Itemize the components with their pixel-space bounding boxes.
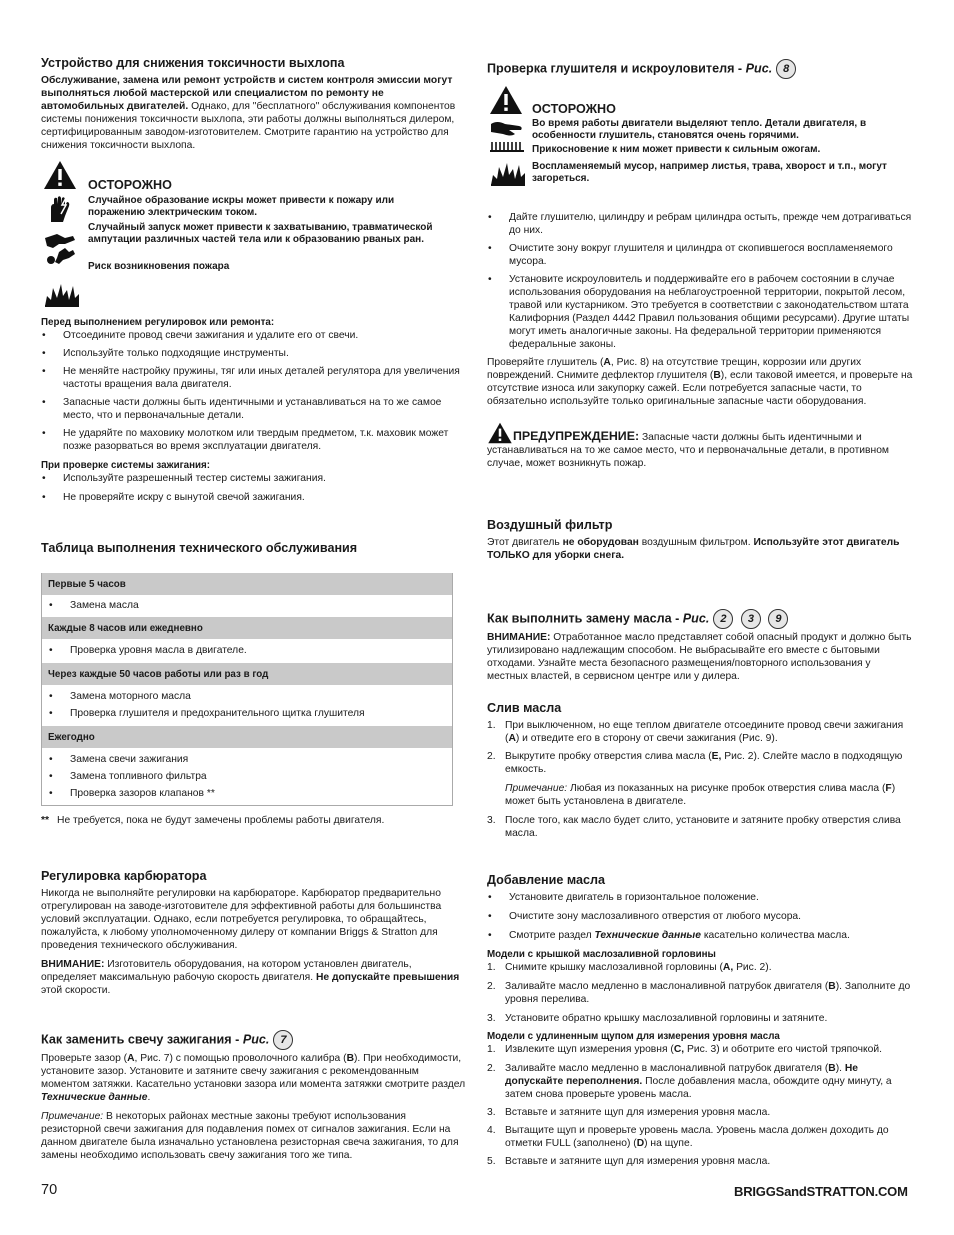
oil-change-section — [487, 609, 914, 683]
table-row — [42, 748, 453, 806]
warning-shock-text: Случайное образование искры может привести к пожару или поражению электрическим током. — [88, 195, 395, 218]
schedule-group-header: Первые 5 часов — [42, 573, 453, 595]
before-adjust-section — [41, 316, 468, 504]
air-filter-title: Воздушный фильтр — [487, 518, 613, 532]
muffler-section — [487, 59, 914, 470]
hot-surface-hand-icon — [489, 118, 525, 138]
list-item: 1. Извлеките щуп измерения уровня (C, Рис. 3) и оботрите его чистой тряпочкой. — [487, 1044, 882, 1055]
list-item: 2. Заливайте масло медленно в маслоналивной патрубок двигателя (B). Не допускайте переполнения. После добавления масла, обождите одну минуту, а затем снова проверьте уровень масла. — [487, 1063, 892, 1100]
list-item: • Не проверяйте искру с вынутой свечой зажигания. — [41, 491, 468, 504]
warning-debris-text: Воспламеняемый мусор, например листья, трава, хворост и т.п., могут загореться. — [532, 161, 887, 184]
dipstick-steps — [487, 1043, 914, 1168]
warning-burn-text: Прикосновение к ним может привести к сильным ожогам. — [532, 144, 821, 155]
brand-footer: BRIGGSandSTRATTON.COM — [734, 1184, 908, 1199]
ignition-check-list — [41, 472, 468, 504]
list-item: • Не ударяйте по маховику молотком или твердым предметом, т.к. маховик может позже разорваться во время эксплуатации двигателя. — [41, 427, 468, 453]
fire-icon — [489, 157, 527, 187]
list-item: 5. Вставьте и затяните щуп для измерения уровня масла. — [487, 1156, 771, 1167]
list-item: • Замена топливного фильтра — [48, 770, 446, 783]
list-item: • Проверка уровня масла в двигателе. — [48, 644, 446, 657]
list-item: • Запасные части должны быть идентичными и устанавливаться на то же самое место, что и первоначальные детали. — [41, 396, 468, 422]
muffler-title: Проверка глушителя и искроуловителя - Рис. 8 — [487, 59, 914, 79]
spark-title: Как заменить свечу зажигания - Рис. 7 — [41, 1030, 468, 1050]
page-number: 70 — [41, 1182, 58, 1198]
table-row — [42, 685, 453, 726]
table-row — [42, 726, 453, 748]
list-item: 3. Установите обратно крышку маслозаливной горловины и затяните. — [487, 1013, 828, 1024]
warning-triangle-icon — [43, 160, 77, 190]
drain-note: Примечание: Любая из показанных на рисунке пробок отверстия слива масла (F) может быть установлена в двигателе. — [505, 783, 896, 807]
schedule-group-header: Каждые 8 часов или ежедневно — [42, 617, 453, 639]
figure-ref-badge: 9 — [768, 609, 788, 629]
emission-text: Обслуживание, замена или ремонт устройств и систем контроля эмиссии могут выполняться любой мастерской или специалистом по ремонту не автомобильных двигателей. Однако, для "бесплатного" обслуживания компонентов системы понижения токсичности выхлопа, эти работы должны выполняться дилером, сертифицированным заводом-изготовителем. Смотрите гарантию на устройство для снижения токсичности выхлопа. — [41, 75, 456, 151]
drain-title: Слив масла — [487, 701, 562, 715]
list-item: • Замена моторного масла — [48, 690, 446, 703]
muffler-text: Проверяйте глушитель (A, Рис. 8) на отсутствие трещин, коррозии или других повреждений. Снимите дефлектор глушителя (B), если таковой имеется, и проверьте на отсутствие износа или закупорку сажей. Если потребуется запасные части, то обязательно используйте только оригинальные запасные части оборудования. — [487, 357, 913, 407]
table-row — [42, 573, 453, 595]
schedule-title: Таблица выполнения технического обслуживания — [41, 541, 358, 555]
list-item: • Дайте глушителю, цилиндру и ребрам цилиндра остыть, прежде чем дотрагиваться до них. — [487, 211, 914, 237]
list-item: 1. При выключенном, но еще теплом двигателе отсоедините провод свечи зажигания (A) и отведите его в сторону от свечи зажигания (Рис. 9). — [487, 720, 904, 744]
schedule-section — [41, 541, 468, 827]
cap-steps — [487, 961, 914, 1025]
list-item: 3. После того, как масло будет слито, установите и затяните пробку отверстия слива масла. — [487, 815, 901, 839]
dipstick-models-heading: Модели с удлиненным щупом для измерения уровня масла — [487, 1031, 780, 1042]
list-item: • Используйте только подходящие инструменты. — [41, 347, 468, 360]
warning-triangle-icon — [489, 85, 523, 115]
oil-change-title: Как выполнить замену масла - Рис. 2 3 9 — [487, 609, 914, 629]
table-row — [42, 663, 453, 685]
list-item: 3. Вставьте и затяните щуп для измерения уровня масла. — [487, 1107, 771, 1118]
muffler-caution: ПРЕДУПРЕЖДЕНИЕ: Запасные части должны быть идентичными и устанавливаться на то же самое место, что и первоначальные детали, в противном случае, может возникнуть пожар. — [487, 422, 914, 470]
figure-ref-badge: 8 — [776, 59, 796, 79]
list-item: • Замена масла — [48, 599, 446, 612]
figure-ref-badge: 3 — [741, 609, 761, 629]
hand-cut-icon — [43, 230, 77, 270]
list-item: 2. Заливайте масло медленно в маслоналивной патрубок двигателя (B). Заполните до уровня перелива. — [487, 981, 911, 1005]
emission-section — [41, 56, 468, 152]
warning-fire-text: Риск возникновения пожара — [88, 261, 230, 272]
spark-text: Проверьте зазор (A, Рис. 7) с помощью проволочного калибра (B). При необходимости, установите зазор. Установите и затяните свечу зажигания с рекомендованным моментом затяжки. Касательно установки зазора или момента затяжки смотрите раздел Технические данные. — [41, 1053, 466, 1103]
list-item: • Отсоедините провод свечи зажигания и удалите его от свечи. — [41, 329, 468, 342]
spark-note: Примечание: В некоторых районах местные законы требуют использования резисторной свечи зажигания для подавления помех от сигналов зажигания. Если на данном двигателе была изначально установлена резисторная свеча зажигания, то для замены необходимо использовать свечу зажигания того же типа. — [41, 1111, 459, 1161]
cap-models-heading: Модели с крышкой маслозаливной горловины — [487, 949, 716, 960]
table-row — [42, 617, 453, 639]
list-item: • Проверка зазоров клапанов ** — [48, 787, 446, 800]
list-item: • Замена свечи зажигания — [48, 753, 446, 766]
list-item: 2. Выкрутите пробку отверстия слива масла (E, Рис. 2). Слейте масло в подходящую емкость. Примечание: Любая из показанных на рисунке пробок отверстия слива масла (F) может быть установлена в двигателе. — [487, 750, 914, 808]
list-item: 4. Вытащите щуп и проверьте уровень масла. Уровень масла должен доходить до отметки FULL (заполнено) (D) на щупе. — [487, 1125, 889, 1149]
add-oil-section — [487, 873, 914, 1168]
fire-icon — [43, 278, 81, 308]
hot-surface-icon — [489, 140, 525, 152]
electric-shock-icon — [45, 194, 75, 224]
list-item: • Используйте разрешенный тестер системы зажигания. — [41, 472, 468, 485]
add-oil-list — [487, 891, 914, 942]
list-item: 1. Снимите крышку маслозаливной горловины (A, Рис. 2). — [487, 962, 772, 973]
air-filter-text: Этот двигатель не оборудован воздушным фильтром. Используйте этот двигатель ТОЛЬКО для уборки снега. — [487, 537, 900, 561]
table-row — [42, 639, 453, 663]
list-item: • Очистите зону маслозаливного отверстия от любого мусора. — [487, 910, 914, 923]
list-item: • Смотрите раздел Технические данные касательно количества масла. — [487, 929, 914, 942]
figure-ref-badge: 2 — [713, 609, 733, 629]
muffler-list — [487, 211, 914, 351]
before-adjust-list — [41, 329, 468, 453]
maintenance-table — [41, 573, 453, 806]
list-item: • Установите искроуловитель и поддерживайте его в рабочем состоянии в случае использования оборудования на неблагоустроенной территории, покрытой лесом, травой или кустарником. Это требуется в соответствии с законодательством штата Калифорния (Раздел 4442 Правил пользования общими ресурсами). Другие штаты могут иметь аналогичные законы. На федеральной территории применяются федеральные законы. — [487, 273, 914, 351]
spark-section — [41, 1030, 468, 1162]
add-oil-title: Добавление масла — [487, 873, 606, 887]
list-item: • Очистите зону вокруг глушителя и цилиндра от скопившегося воспламеняемого мусора. — [487, 242, 914, 268]
warning-heat-text: Во время работы двигатели выделяют тепло. Детали двигателя, в особенности глушитель, становятся очень горячими. — [532, 118, 867, 141]
carb-text: Никогда не выполняйте регулировки на карбюраторе. Карбюратор предварительно отрегулирован на заводе-изготовителе для эффективной работы для большинства условий эксплуатации. Однако, если потребуется регулировка, то обращайтесь, пожалуйста, к любому уполномоченному дилеру от компании Briggs & Stratton для проведения технического обслуживания. — [41, 888, 442, 951]
warning-start-text: Случайный запуск может привести к захватыванию, травматической ампутации различных частей тела или к образованию рваных ран. — [88, 222, 433, 245]
list-item: • Проверка глушителя и предохранительного щитка глушителя — [48, 707, 446, 720]
list-item: • Установите двигатель в горизонтальное положение. — [487, 891, 914, 904]
warning-heading: ОСТОРОЖНО — [88, 178, 172, 192]
drain-section — [487, 701, 914, 840]
carb-section — [41, 869, 468, 997]
schedule-footnote: ** Не требуется, пока не будут замечены проблемы работы двигателя. — [41, 815, 385, 826]
drain-steps — [487, 719, 914, 840]
warning-heading: ОСТОРОЖНО — [532, 102, 616, 116]
schedule-group-header: Через каждые 50 часов работы или раз в год — [42, 663, 453, 685]
carb-title: Регулировка карбюратора — [41, 869, 207, 883]
table-row — [42, 595, 453, 617]
schedule-group-header: Ежегодно — [42, 726, 453, 748]
ignition-check-heading: При проверке системы зажигания: — [41, 460, 211, 471]
air-filter-section — [487, 518, 914, 562]
warning-block-left — [41, 160, 468, 310]
warning-triangle-icon — [487, 422, 513, 444]
warning-block-right — [487, 85, 914, 193]
before-adjust-heading: Перед выполнением регулировок или ремонта: — [41, 317, 275, 328]
list-item: • Не меняйте настройку пружины, тяг или иных деталей регулятора для увеличения частоты вращения вала двигателя. — [41, 365, 468, 391]
oil-change-attention: ВНИМАНИЕ: Отработанное масло представляет собой опасный продукт и должно быть утилизировано надлежащим способом. Не выбрасывайте его вместе с бытовыми отходами. Узнайте места безопасного размещения/повторного использования у местных властей, в сервисном центре или у дилера. — [487, 632, 912, 682]
carb-attention: ВНИМАНИЕ: Изготовитель оборудования, на котором установлен двигатель, определяет максимальную рабочую скорость двигателя. Не допускайте превышения этой скорости. — [41, 959, 460, 996]
figure-ref-badge: 7 — [273, 1030, 293, 1050]
emission-title: Устройство для снижения токсичности выхлопа — [41, 56, 345, 70]
